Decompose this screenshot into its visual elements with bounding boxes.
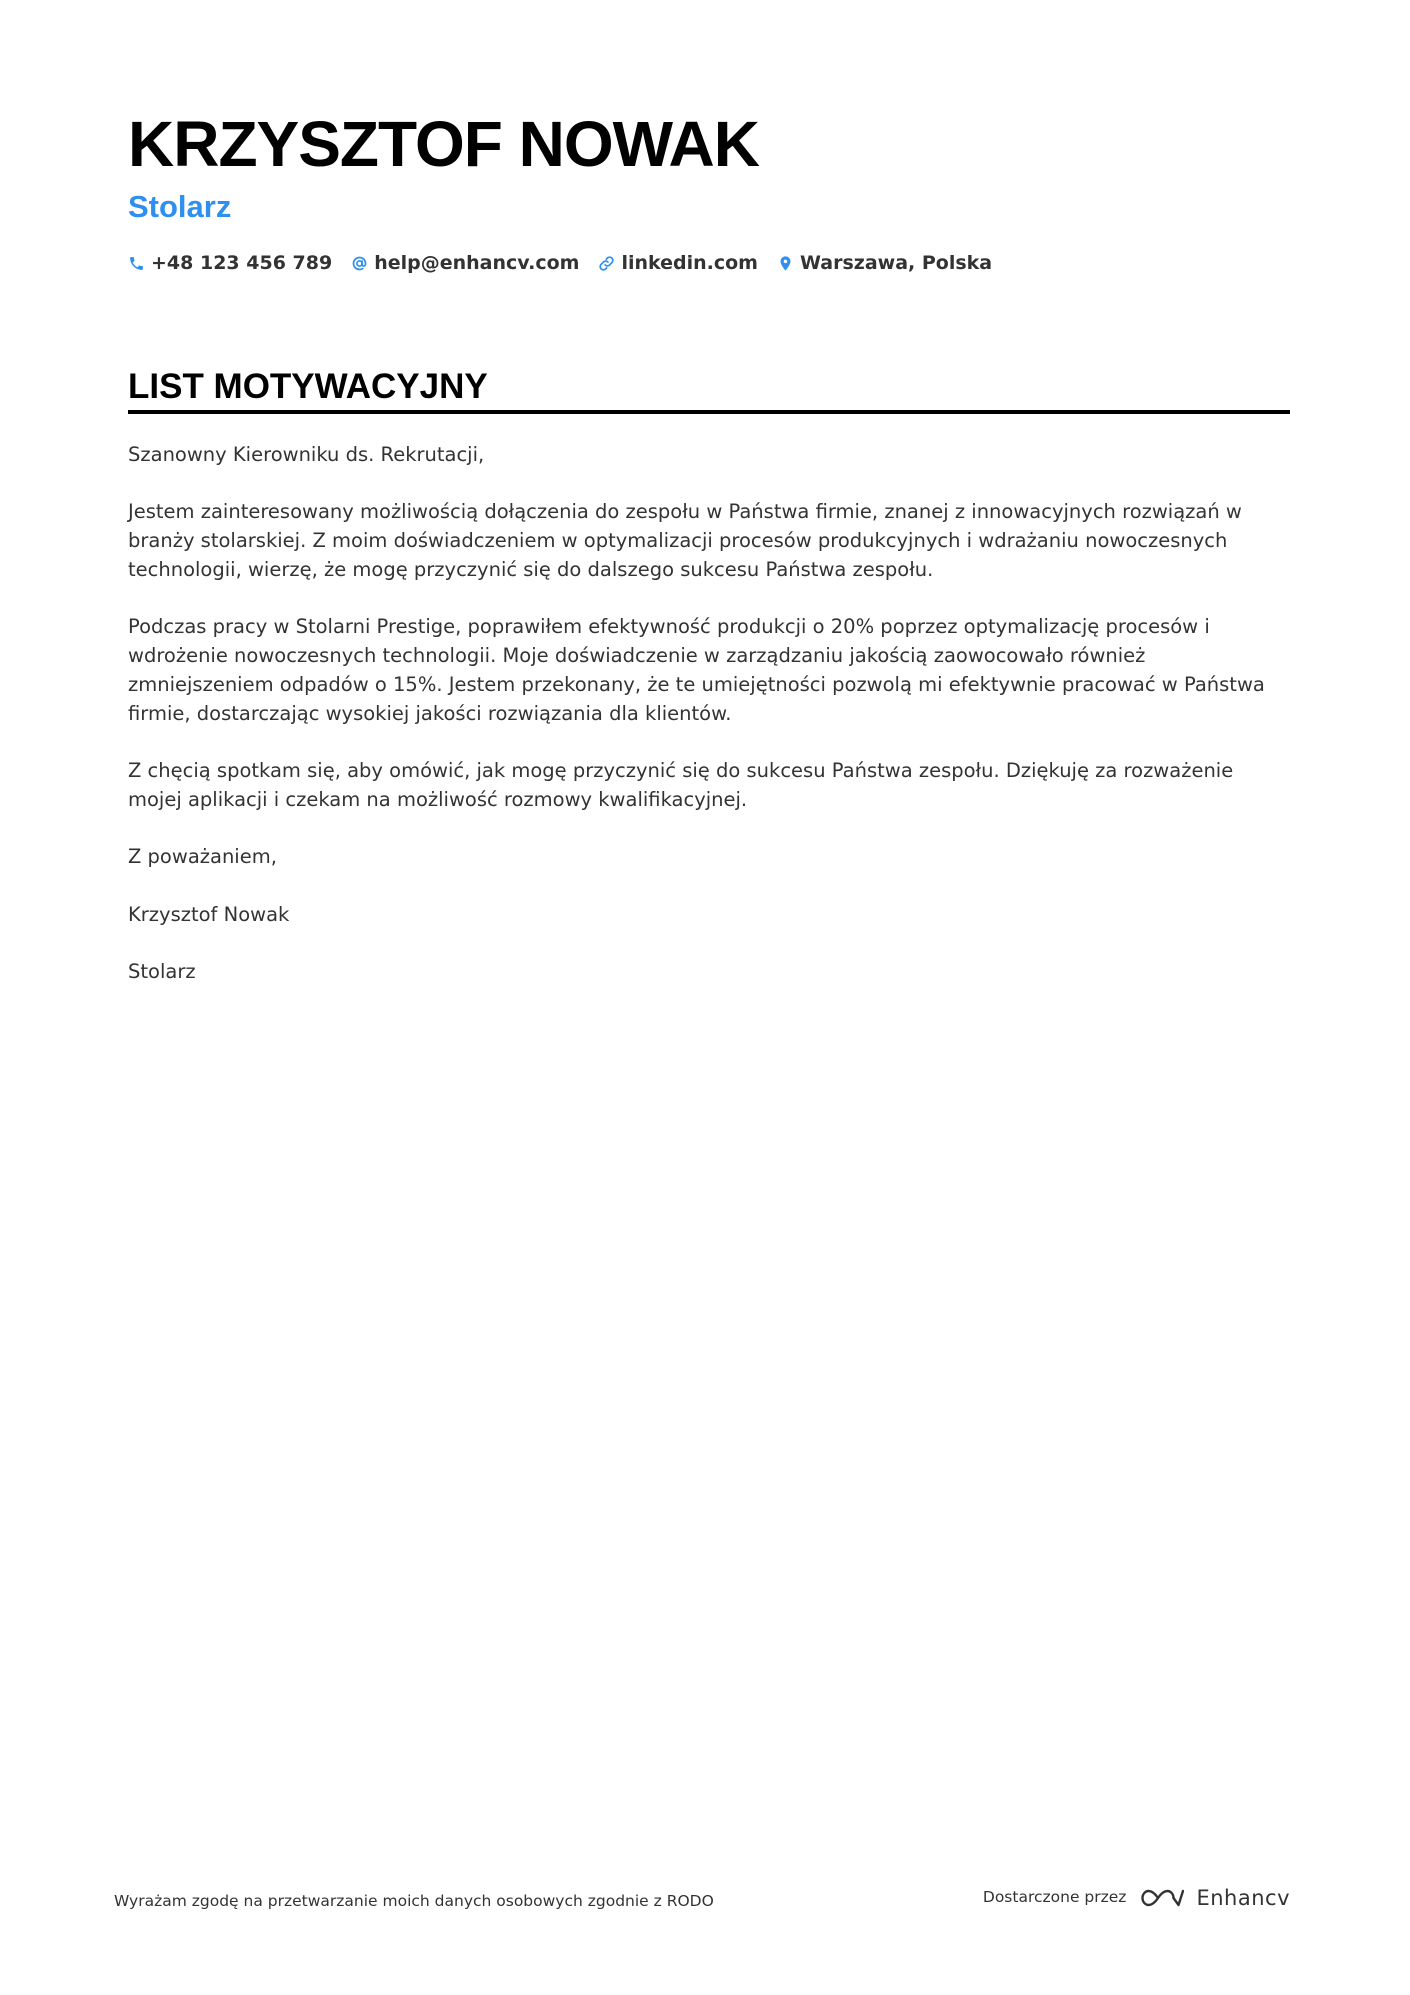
contact-phone-text: +48 123 456 789 [151, 252, 333, 274]
powered-by [983, 1885, 1290, 1911]
letter-greeting: Szanowny Kierowniku ds. Rekrutacji, [128, 443, 485, 466]
letter-body [128, 441, 1290, 1016]
powered-by-label: Dostarczone przez [982, 1888, 1127, 1907]
enhancv-logo-icon [1138, 1885, 1184, 1911]
contact-location [777, 254, 992, 273]
signature-name: Krzysztof Nowak [128, 902, 290, 926]
candidate-role: Stolarz [128, 189, 232, 224]
signature-role: Stolarz [128, 960, 196, 984]
letter-paragraph: Jestem zainteresowany możliwością dołączenia do zespołu w Państwa firmie, znanej z innowacyjnych rozwiązań w branży stolarskiej. Z moim doświadczeniem w optymalizacji procesów produkcyjnych i wdrażaniu nowoczesnych technologii, wierzę, że mogę przyczynić się do dalszego sukcesu Państwa zespołu. [128, 500, 1242, 581]
contact-location-text: Warszawa, Polska [799, 252, 993, 274]
brand-name: Enhancv [1196, 1885, 1290, 1910]
at-icon [351, 255, 368, 272]
letter-closing: Z poważaniem, [128, 845, 277, 869]
letter-paragraph: Z chęcią spotkam się, aby omówić, jak mogę przyczynić się do sukcesu Państwa zespołu. Dziękuję za rozważenie mojej aplikacji i czekam na możliwość rozmowy kwalifikacyjnej. [128, 759, 1234, 811]
contact-phone [128, 254, 332, 273]
gdpr-consent-note: Wyrażam zgodę na przetwarzanie moich danych osobowych zgodnie z RODO [114, 1892, 714, 1910]
section-title: LIST MOTYWACYJNY [128, 367, 488, 406]
phone-icon [128, 255, 145, 272]
contact-email[interactable] [351, 254, 579, 273]
link-icon [598, 255, 615, 272]
contact-linkedin[interactable] [598, 254, 758, 273]
contact-email-text[interactable]: help@enhancv.com [374, 252, 580, 274]
section-divider [128, 410, 1290, 414]
contact-bar [128, 254, 1011, 273]
candidate-name: KRZYSZTOF NOWAK [128, 108, 759, 180]
letter-paragraph: Podczas pracy w Stolarni Prestige, poprawiłem efektywność produkcji o 20% poprzez optymalizację procesów i wdrożenie nowoczesnych technologii. Moje doświadczenie w zarządzaniu jakością zaowocowało również zmniejszeniem odpadów o 15%. Jestem przekonany, że te umiejętności pozwolą mi efektywnie pracować w Państwa firmie, dostarczając wysokiej jakości rozwiązania dla klientów. [128, 615, 1265, 725]
contact-linkedin-text[interactable]: linkedin.com [621, 252, 758, 274]
location-pin-icon [777, 255, 794, 272]
